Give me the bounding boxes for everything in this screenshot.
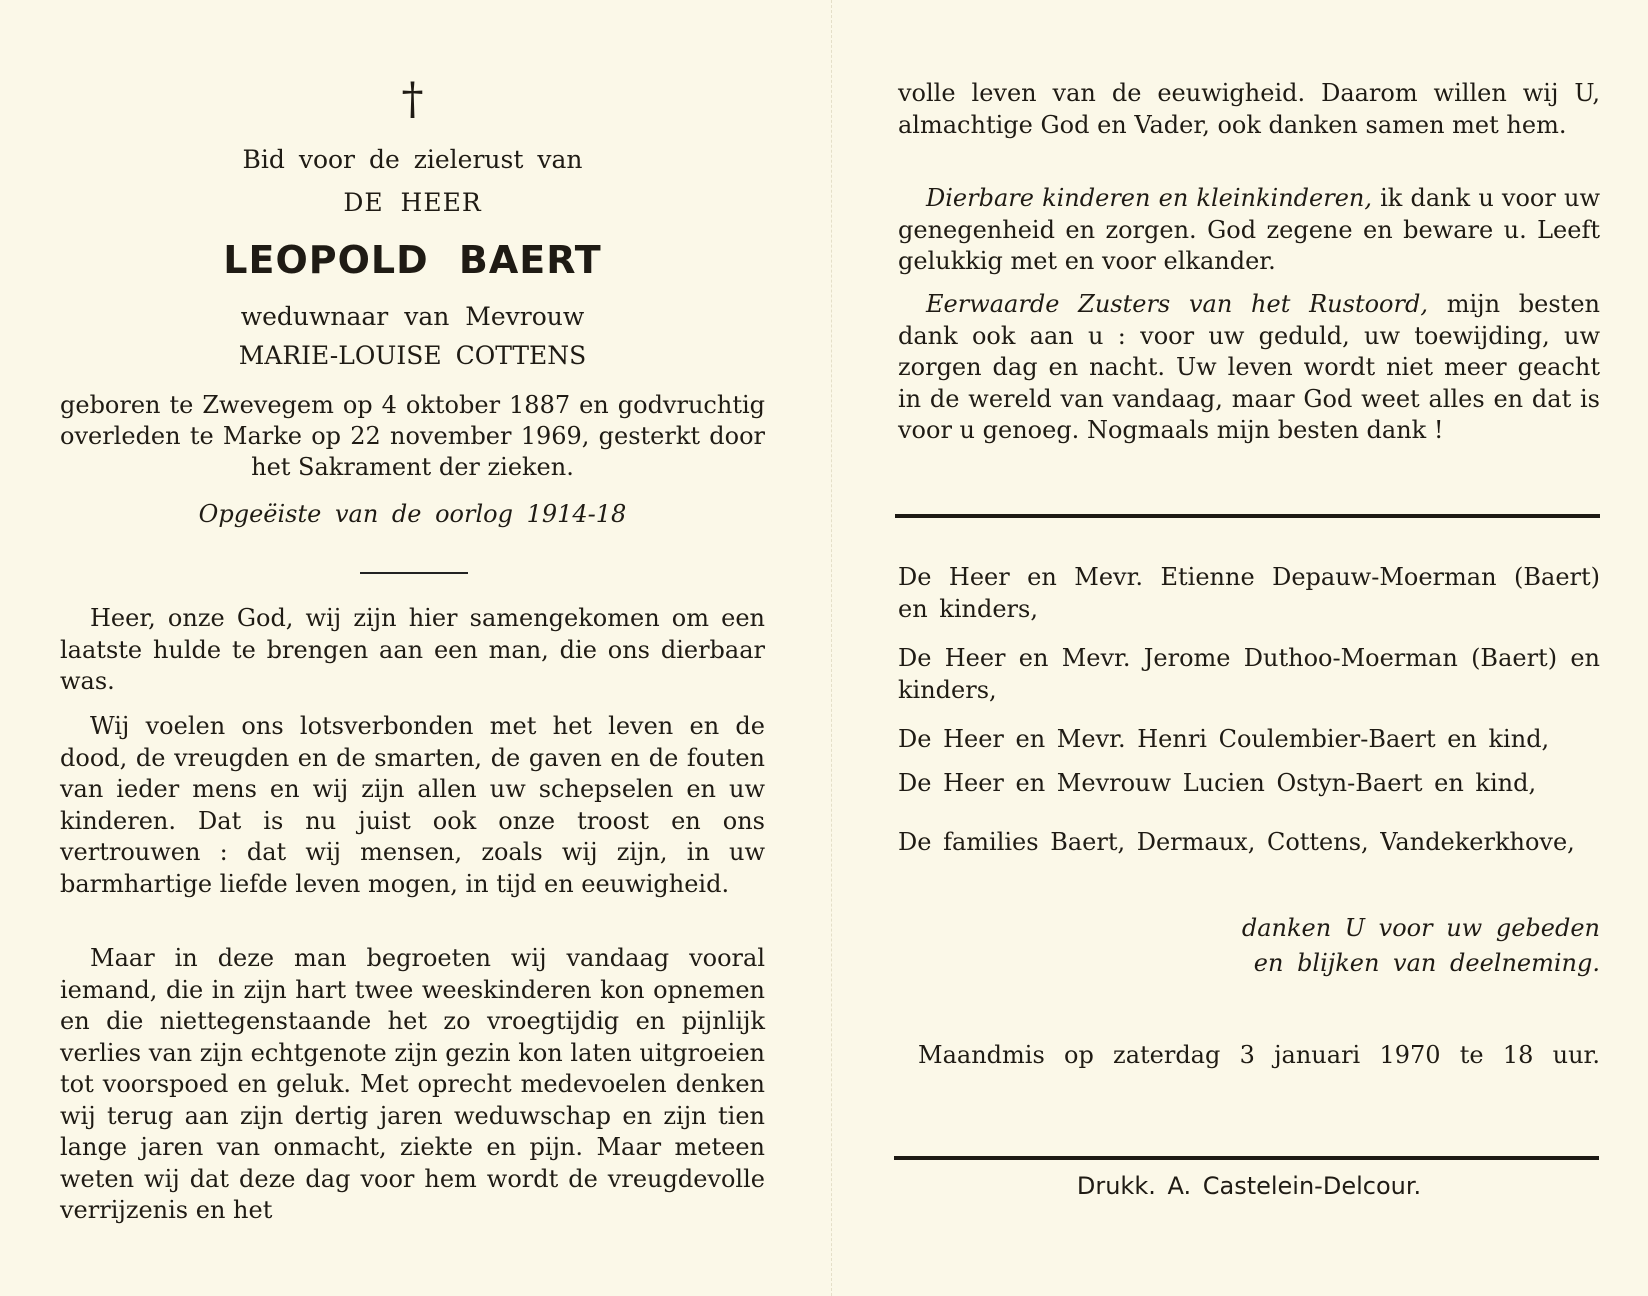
thanks-line-2: en blijken van deelneming. xyxy=(1253,949,1600,977)
thanks-text xyxy=(898,911,1600,981)
prayer-paragraph-1: Heer, onze God, wij zijn hier samengekomen om een laatste hulde te brengen aan een man, die ons dierbaar was. xyxy=(60,604,765,695)
veteran-note: Opgeëiste van de oorlog 1914-18 xyxy=(198,500,627,528)
message-children-text: ik dank u voor uw genegenheid en zorgen. God zegene en beware u. Leeft gelukkig met en voor elkander. xyxy=(898,184,1601,275)
birth-death-text: geboren te Zwevegem op 4 oktober 1887 en godvruchtig overleden te Marke op 22 november 1969, gesterkt door het Sakrament der zieken. xyxy=(60,391,765,481)
message-children-lead: Dierbare kinderen en kleinkinderen, xyxy=(926,184,1372,212)
prayer-paragraph-2: Wij voelen ons lotsverbonden met het leven en de dood, de vreugden en de smarten, de gaven en de fouten van ieder mens en wij zijn allen uw schepselen en uw kinderen. Dat is nu juist ook onze troost en ons vertrouwen : dat wij mensen, zoals wij zijn, in uw barmhartige liefde leven mogen, in tijd en eeuwigheid. xyxy=(60,712,765,898)
honorific: DE HEER xyxy=(343,188,482,217)
divider-thick xyxy=(895,514,1600,518)
spouse-name: MARIE-LOUISE COTTENS xyxy=(238,341,587,370)
message-sisters-lead: Eerwaarde Zusters van het Rustoord, xyxy=(926,290,1428,318)
family-entry: De Heer en Mevr. Jerome Duthoo-Moerman (Baert) en kinders, xyxy=(898,644,1600,704)
family-entry: De Heer en Mevr. Etienne Depauw-Moerman (Baert) en kinders, xyxy=(898,563,1600,623)
prayer-paragraph-3: Maar in deze man begroeten wij vandaag vooral iemand, die in zijn hart twee weeskinderen kon opnemen en die niettegenstaande het zo vroegtijdig en pijnlijk verlies van zijn echtgenote zijn gezin kon laten uitgroeien tot voorspoed en geluk. Met oprecht medevoelen denken wij terug aan zijn dertig jaren weduwschap en zijn tien lange jaren van onmacht, ziekte en pijn. Maar meteen weten wij dat deze dag voor hem wordt de vreugdevolle verrijzenis en het xyxy=(60,944,765,1224)
memorial-mass: Maandmis op zaterdag 3 januari 1970 te 18 uur. xyxy=(918,1041,1600,1069)
message-sisters-text: mijn besten dank ook aan u : voor uw geduld, uw toewijding, uw zorgen dag en nacht. Uw leven wordt niet meer geacht in de wereld van vandaag, maar God weet alles en dat is voor u genoeg. Nogmaals mijn besten dank ! xyxy=(898,290,1600,444)
prayer-intro: Bid voor de zielerust van xyxy=(242,145,583,174)
printer-credit: Drukk. A. Castelein-Delcour. xyxy=(1076,1172,1422,1200)
divider-bottom xyxy=(894,1156,1599,1160)
divider xyxy=(360,572,468,574)
thanks-line-1: danken U voor uw gebeden xyxy=(1241,914,1600,942)
message-sisters xyxy=(898,289,1600,447)
prayer-continuation: volle leven van de eeuwigheid. Daarom willen wij U, almachtige God en Vader, ook danken samen met hem. xyxy=(898,79,1600,139)
family-entry: De Heer en Mevr. Henri Coulembier-Baert en kind, xyxy=(898,725,1550,753)
deceased-name: LEOPOLD BAERT xyxy=(223,238,602,282)
family-entry: De families Baert, Dermaux, Cottens, Vandekerkhove, xyxy=(898,828,1575,856)
cross-icon: † xyxy=(401,74,424,125)
fold-line xyxy=(831,0,832,1296)
family-entry: De Heer en Mevrouw Lucien Ostyn-Baert en kind, xyxy=(898,769,1537,797)
message-children xyxy=(898,183,1600,278)
widower-line: weduwnaar van Mevrouw xyxy=(240,302,585,331)
